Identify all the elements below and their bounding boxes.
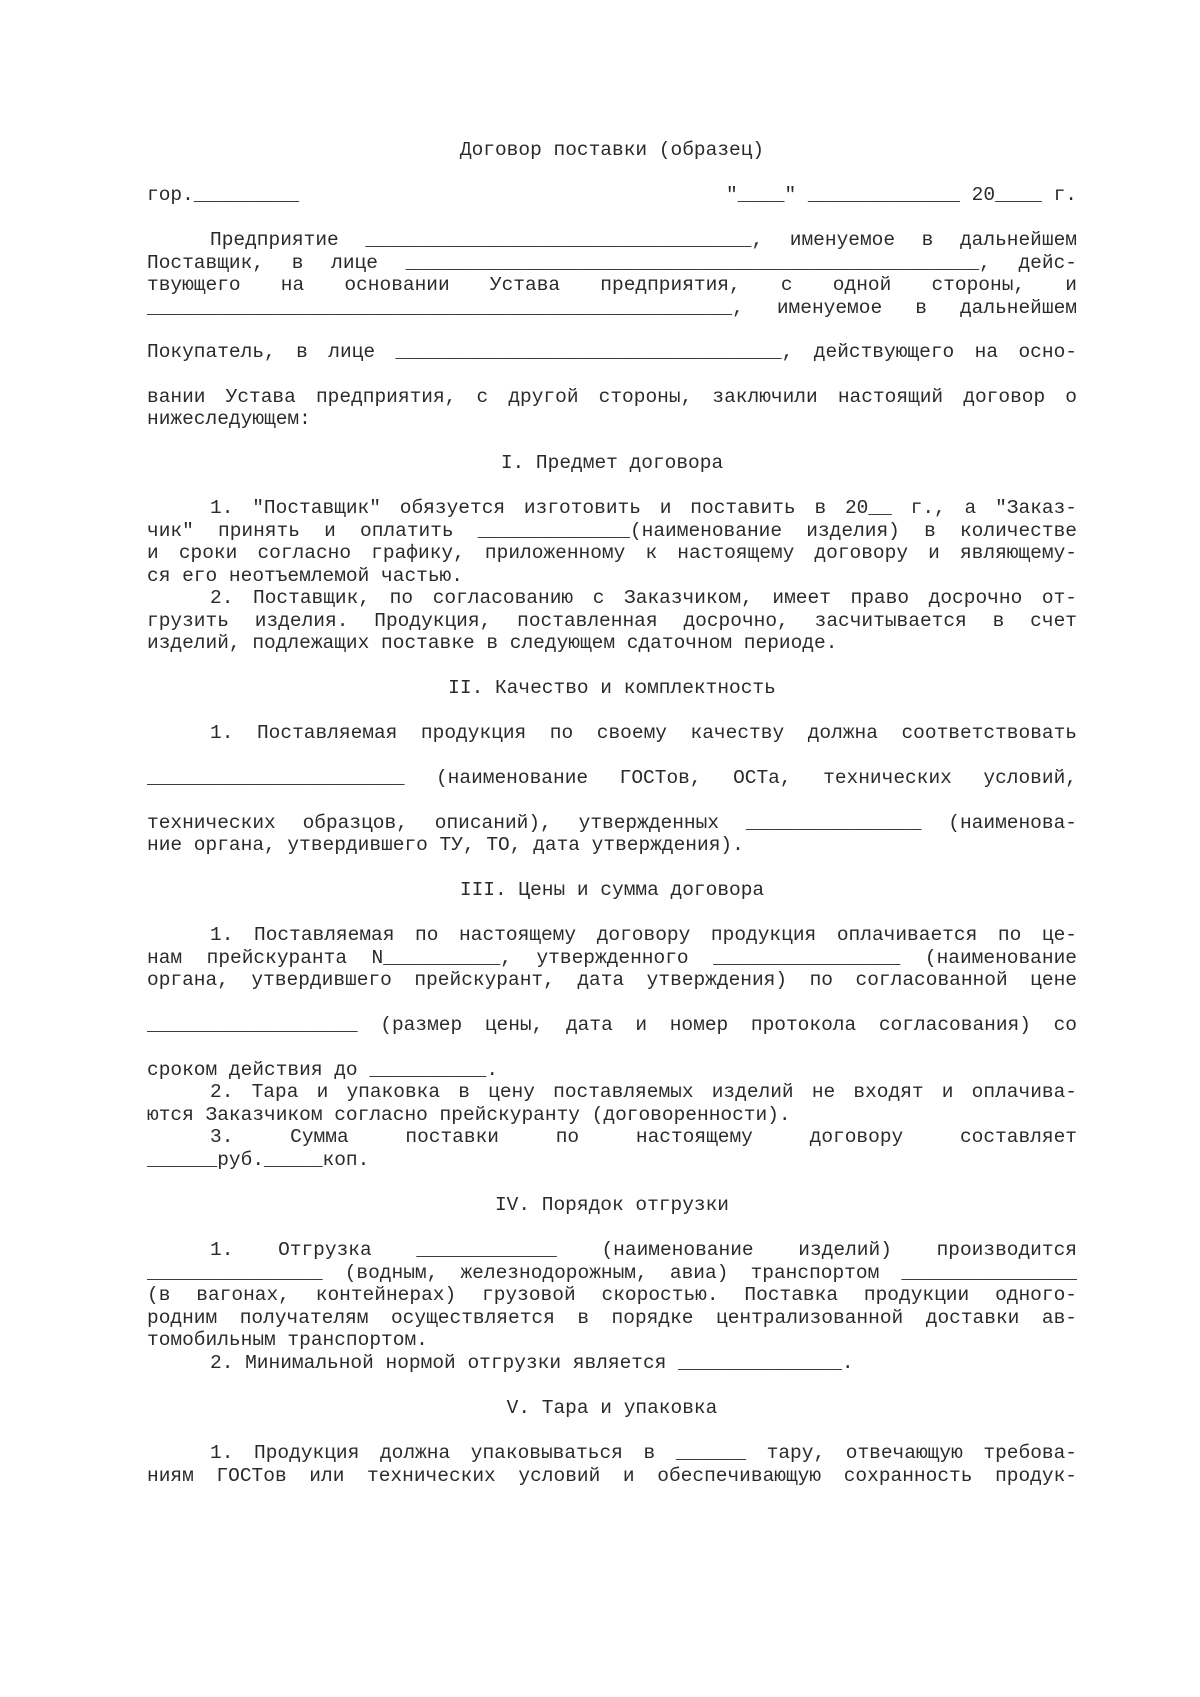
section-heading: V. Тара и упаковка [506,1397,718,1419]
section-line: 1. Отгрузка ____________ (наименование изделий) производится [210,1239,1077,1261]
section-line: 1. Продукция должна упаковываться в ______ тару, отвечающую требова- [210,1442,1077,1464]
section-line: _______________ (водным, железнодорожным, авиа) транспортом _______________ [147,1262,1077,1284]
section-line: ______руб._____коп. [147,1149,370,1171]
document-title: Договор поставки (образец) [459,139,765,161]
section-line: нам прейскуранта N__________, утвержденного ________________ (наименование [147,947,1077,969]
section-line: ются Заказчиком согласно прейскуранту (договоренности). [147,1104,791,1126]
section-line: 1. "Поставщик" обязуется изготовить и поставить в 20__ г., а "Заказ- [210,497,1077,519]
section-line: 1. Поставляемая по настоящему договору продукция оплачивается по це- [210,924,1077,946]
section-heading: II. Качество и комплектность [448,677,776,699]
preamble-line: Покупатель, в лице _________________________________, действующего на осно- [147,341,1077,363]
section-line: ______________________ (наименование ГОСТов, ОСТа, технических условий, [147,767,1077,789]
preamble-line: __________________________________________________, именуемое в дальнейшем [147,297,1077,319]
section-line: и сроки согласно графику, приложенному к настоящему договору и являющему- [147,542,1077,564]
section-line: 1. Поставляемая продукция по своему качеству должна соответствовать [210,722,1077,744]
section-line: (в вагонах, контейнерах) грузовой скоростью. Поставка продукции одного- [147,1284,1077,1306]
section-line: __________________ (размер цены, дата и номер протокола согласования) со [147,1014,1077,1036]
preamble-line: твующего на основании Устава предприятия, с одной стороны, и [147,274,1077,296]
section-line: ние органа, утвердившего ТУ, ТО, дата утверждения). [147,834,744,856]
section-line: технических образцов, описаний), утвержденных _______________ (наименова- [147,812,1077,834]
section-heading: III. Цены и сумма договора [459,879,765,901]
preamble-line: вании Устава предприятия, с другой стороны, заключили настоящий договор о [147,386,1077,408]
preamble-line: Поставщик, в лице _________________________________________________, дейс- [147,252,1077,274]
preamble-line: Предприятие _________________________________, именуемое в дальнейшем [210,229,1077,251]
section-line: чик" принять и оплатить _____________(наименование изделия) в количестве [147,520,1077,542]
section-line: 2. Тара и упаковка в цену поставляемых изделий не входят и оплачива- [210,1081,1077,1103]
section-line: сроком действия до __________. [147,1059,499,1081]
preamble-line: нижеследующем: [147,408,311,430]
section-heading: IV. Порядок отгрузки [494,1194,730,1216]
section-line: грузить изделия. Продукция, поставленная досрочно, засчитывается в счет [147,610,1077,632]
section-line: изделий, подлежащих поставке в следующем сдаточном периоде. [147,632,838,654]
city-field: гор._________ [147,184,300,206]
section-line: ниям ГОСТов или технических условий и обеспечивающую сохранность продук- [147,1465,1077,1487]
section-line: 2. Минимальной нормой отгрузки является ______________. [210,1352,854,1374]
section-line: 2. Поставщик, по согласованию с Заказчиком, имеет право досрочно от- [210,587,1077,609]
date-field: "____" _____________ 20____ г. [725,184,1077,206]
section-line: томобильным транспортом. [147,1329,428,1351]
section-line: родним получателям осуществляется в порядке централизованной доставки ав- [147,1307,1077,1329]
section-line: ся его неотъемлемой частью. [147,565,463,587]
section-line: 3. Сумма поставки по настоящему договору составляет [210,1126,1077,1148]
section-heading: I. Предмет договора [500,452,724,474]
section-line: органа, утвердившего прейскурант, дата утверждения) по согласованной цене [147,969,1077,991]
